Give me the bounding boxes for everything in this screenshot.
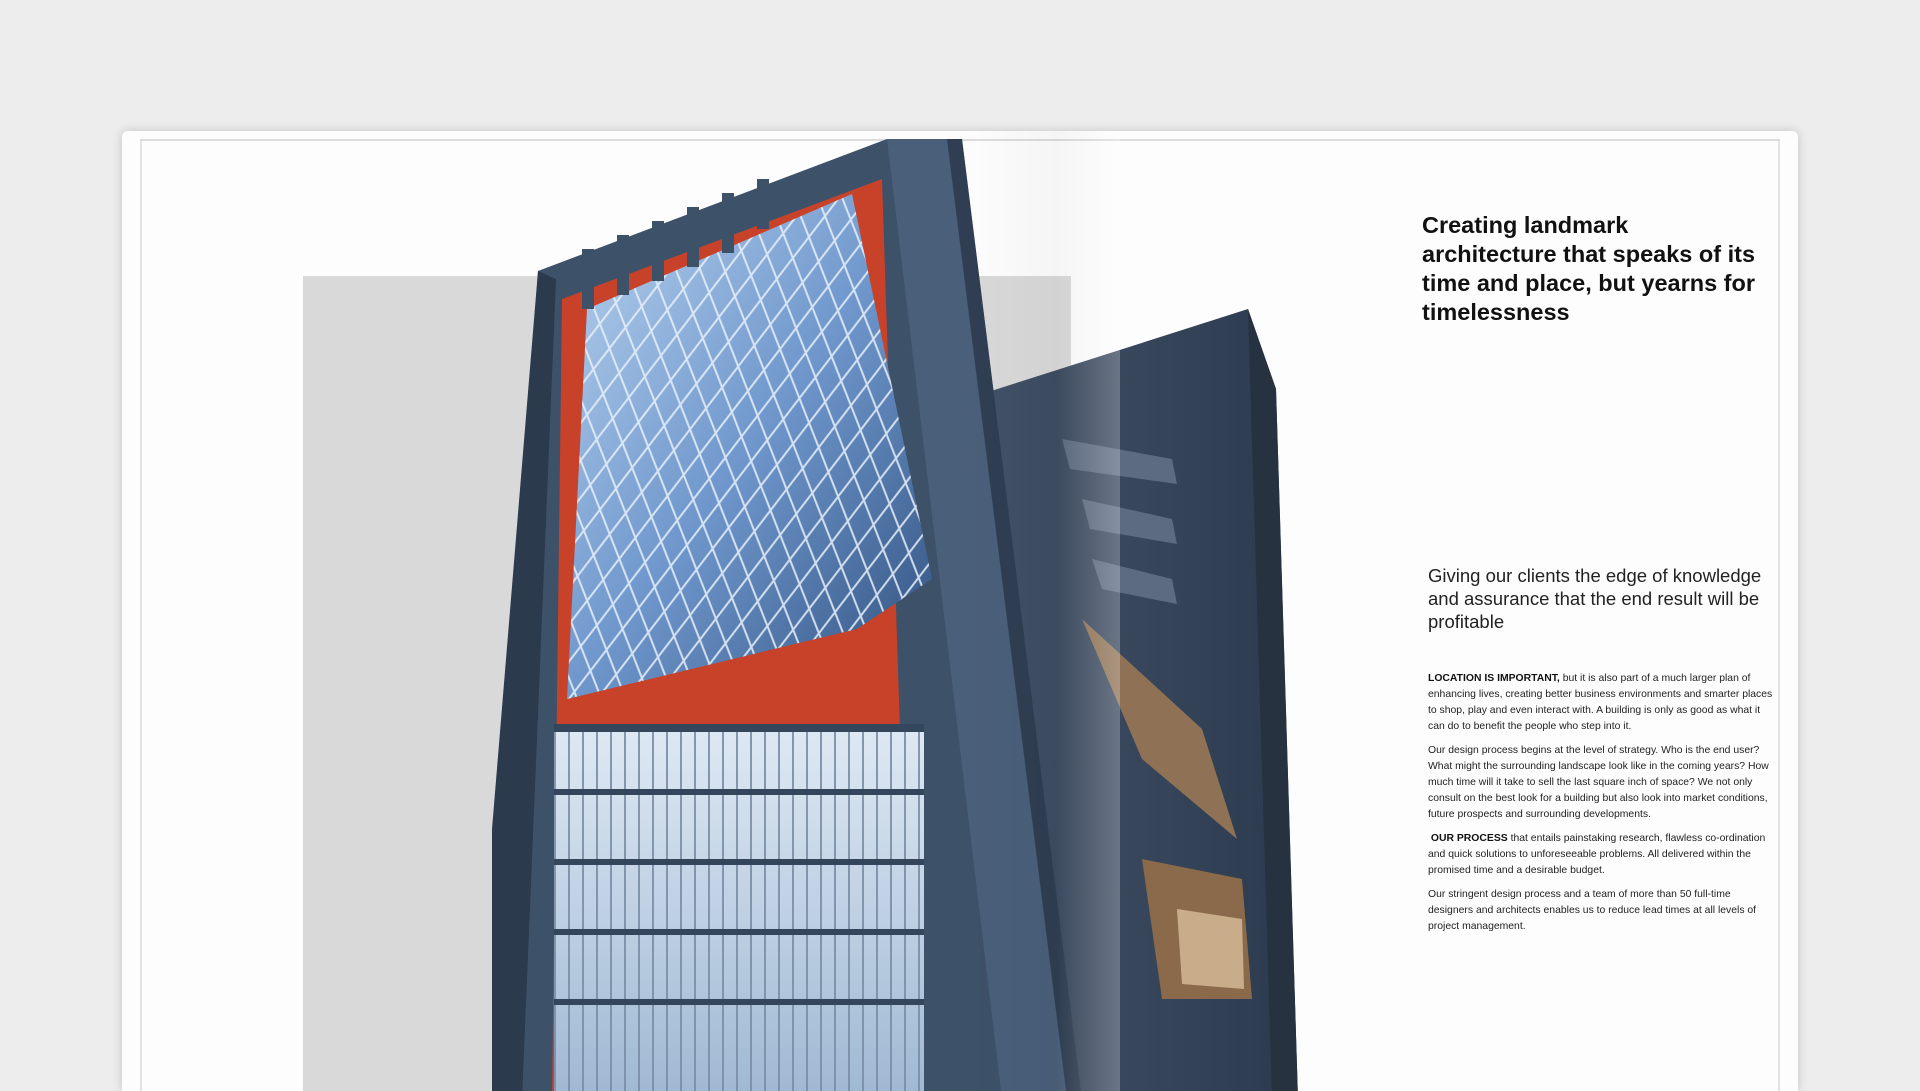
- paragraph-team: [1428, 887, 1778, 935]
- right-text-column: [1302, 131, 1773, 1091]
- body-copy: [1428, 671, 1778, 943]
- page-headline: Creating landmark architecture that speaks of its time and place, but yearns for timelessness: [1422, 212, 1756, 325]
- paragraph-text: that entails painstaking research, flawless co-ordination and quick solutions to unforeseeable problems. All delivered within the promised time and a desirable budget.: [1428, 833, 1766, 876]
- left-page-edge: [140, 141, 142, 1091]
- brochure-spread: [122, 131, 1798, 1091]
- building-illustration: [442, 139, 1342, 1091]
- paragraph-location: [1428, 671, 1778, 735]
- right-page-edge: [1778, 141, 1780, 1091]
- book-gutter-shading: [960, 131, 1120, 1091]
- paragraph-text: Our stringent design process and a team of more than 50 full-time designers and architects enables us to reduce lead times at all levels of project management.: [1428, 889, 1757, 932]
- paragraph-text: but it is also part of a much larger plan of enhancing lives, creating better business environments and smarter places to shop, play and even interact with. A building is only as good as what it can do to benefit the people who step into it.: [1428, 673, 1773, 732]
- paragraph-our-process: [1428, 831, 1778, 879]
- paragraph-lead: LOCATION IS IMPORTANT,: [1428, 673, 1560, 684]
- page-subheading: Giving our clients the edge of knowledge and assurance that the end result will be profitable: [1428, 565, 1762, 632]
- paragraph-design-process: [1428, 743, 1778, 823]
- paragraph-lead: OUR PROCESS: [1430, 833, 1508, 844]
- paragraph-text: Our design process begins at the level of strategy. Who is the end user? What might the surrounding landscape look like in the coming years? How much time will it take to sell the last square inch of space? We not only consult on the best look for a building but also look into market conditions, future prospects and surrounding developments.: [1428, 745, 1769, 820]
